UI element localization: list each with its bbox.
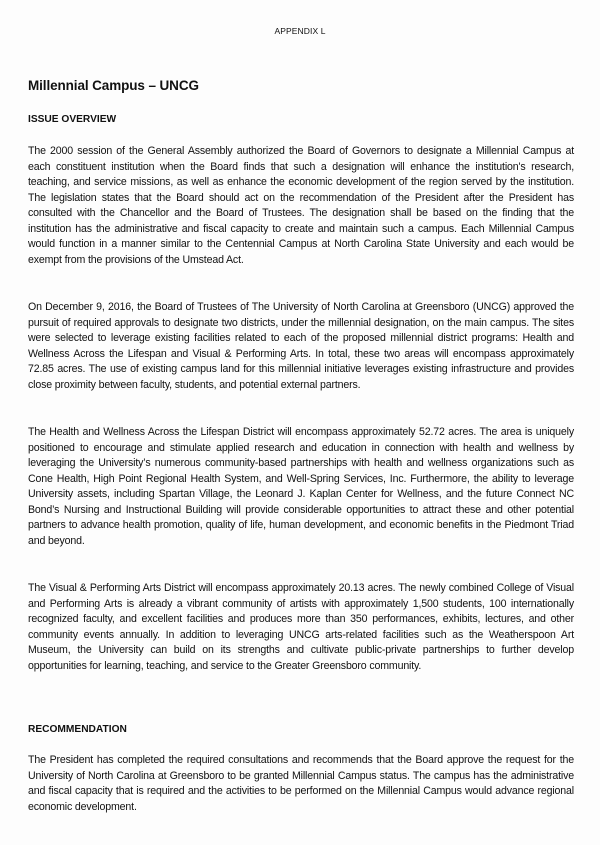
paragraph-general-assembly: The 2000 session of the General Assembly authorized the Board of Governors to designate a Millennial Campus at each constituent institution when the Board finds that such a designation will enhance the institution's research, teaching, and service missions, as well as enhance the economic development of the region served by the institution. The legislation states that the Board should act on the recommendation of the President after the President has consulted with the Chancellor and the Board of Trustees. The designation shall be based on the finding that the institution has the administrative and fiscal capacity to create and maintain such a campus. Each Millennial Campus would function in a manner similar to the Centennial Campus at North Carolina State University and each would be exempt from the provisions of the Umstead Act.: [28, 145, 574, 266]
paragraph-health-wellness-district: The Health and Wellness Across the Lifespan District will encompass approximately 52.72 acres. The area is uniquely positioned to encourage and stimulate applied research and education in connection with health and wellness by leveraging the University’s numerous community-based partnerships with health and wellness organizations such as Cone Health, High Point Regional Health System, and Well-Spring Services, Inc. Furthermore, the ability to leverage University assets, including Spartan Village, the Leonard J. Kaplan Center for Wellness, and the future Connect NC Bond’s Nursing and Instructional Building will provide considerable opportunities to attract these and other potential partners to advance health promotion, quality of life, human development, and economic benefits in the Piedmont Triad and beyond.: [28, 426, 574, 547]
paragraph-recommendation: The President has completed the required consultations and recommends that the Board approve the request for the University of North Carolina at Greensboro to be granted Millennial Campus status. The campus has the administrative and fiscal capacity that is required and the activities to be performed on the Millennial Campus would advance regional economic development.: [28, 754, 574, 813]
appendix-label: APPENDIX L: [274, 26, 326, 36]
section-heading-issue-overview: ISSUE OVERVIEW: [28, 114, 117, 125]
paragraph-visual-performing-arts-district: The Visual & Performing Arts District will encompass approximately 20.13 acres. The newly combined College of Visual and Performing Arts is already a vibrant community of artists with approximately 1,500 students, 100 internationally recognized faculty, and excellent facilities and produces more than 350 performances, exhibits, lectures, and other community events annually. In addition to leveraging UNCG arts-related facilities such as the Weatherspoon Art Museum, the University can build on its strengths and cultivate public-private partnerships to further develop opportunities for learning, teaching, and service to the Greater Greensboro community.: [28, 582, 574, 672]
paragraph-board-of-trustees: On December 9, 2016, the Board of Trustees of The University of North Carolina at Greensboro (UNCG) approved the pursuit of required approvals to designate two districts, under the millennial designation, on the main campus. The sites were selected to leverage existing facilities related to each of the proposed millennial district programs: Health and Wellness Across the Lifespan and Visual & Performing Arts. In total, these two areas will encompass approximately 72.85 acres. The use of existing campus land for this millennial initiative leverages existing infrastructure and provides close proximity between faculty, students, and potential external partners.: [28, 301, 574, 391]
document-title: Millennial Campus – UNCG: [28, 78, 199, 93]
section-heading-recommendation: RECOMMENDATION: [28, 724, 127, 735]
